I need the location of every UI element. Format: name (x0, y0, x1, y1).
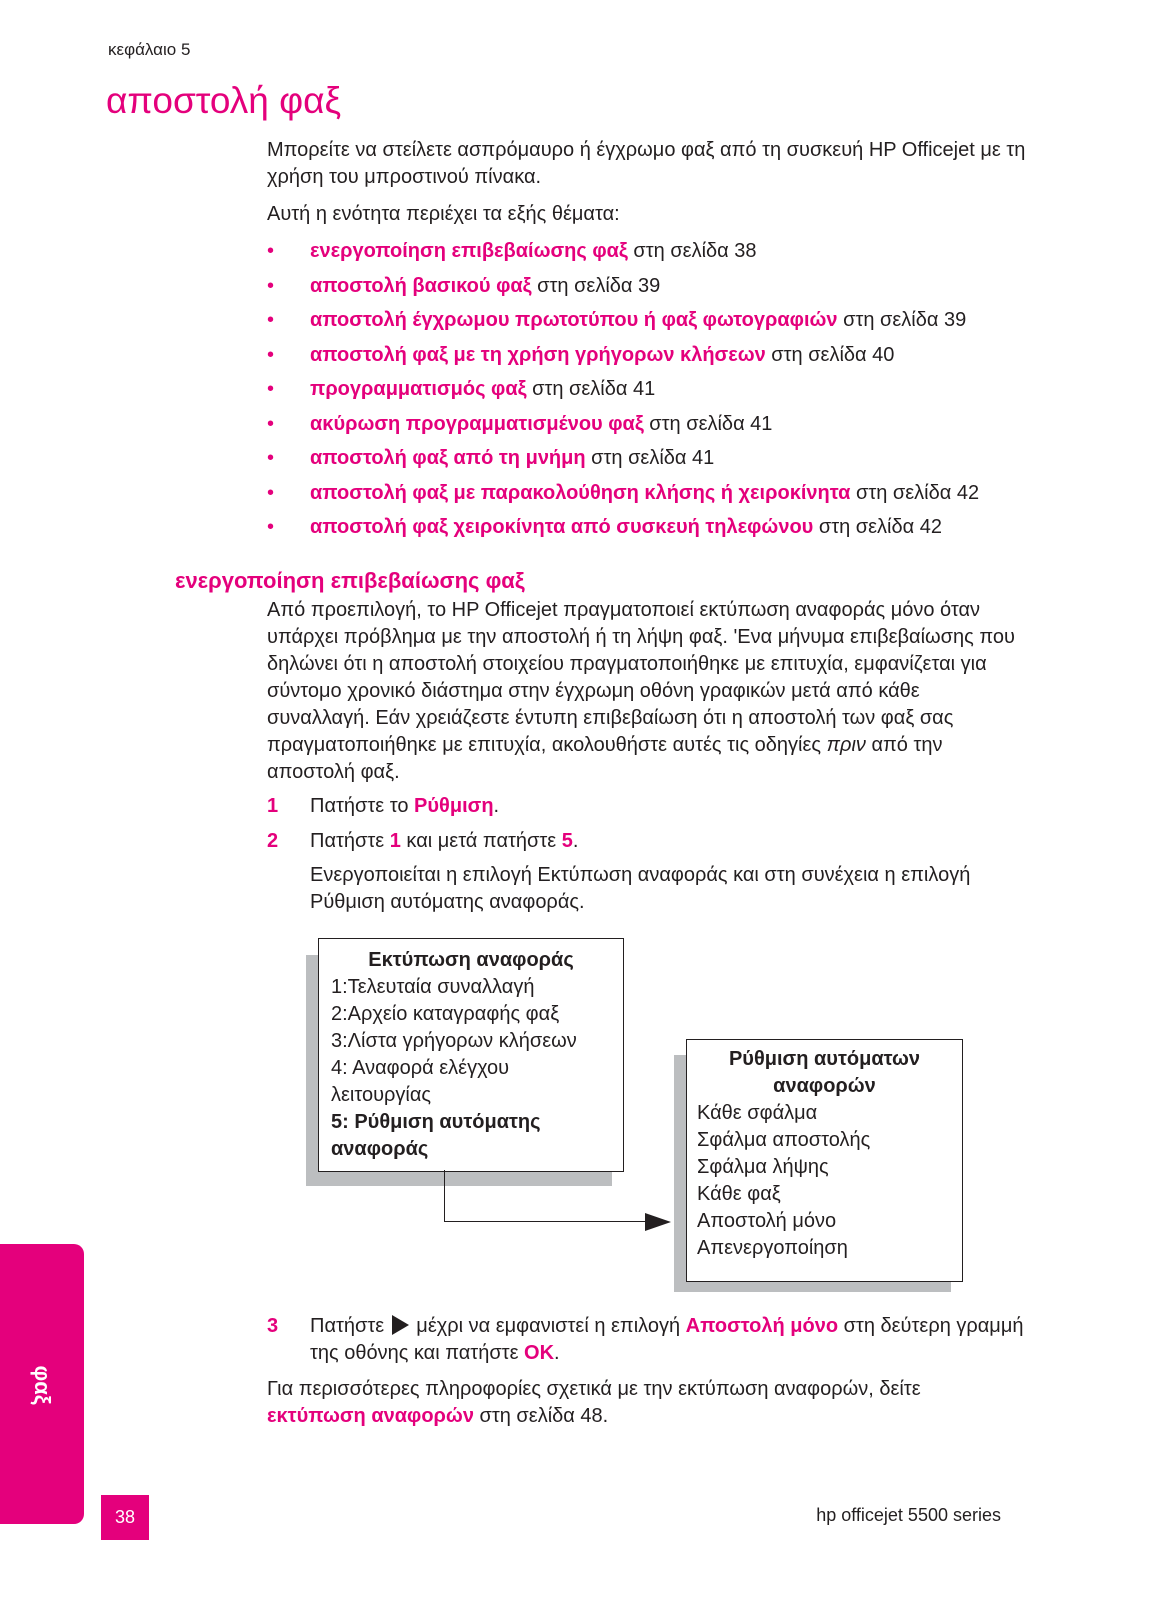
topic-link[interactable]: αποστολή έγχρωμου πρωτοτύπου ή φαξ φωτογραφιών (310, 309, 838, 331)
bullet: • (267, 412, 275, 435)
menu-title: αναφορών (773, 1075, 876, 1097)
menu-item-selected: αναφοράς (331, 1138, 429, 1160)
topic-link[interactable]: αποστολή φαξ με παρακολούθηση κλήσης ή χειροκίνητα (310, 481, 851, 504)
page-title: αποστολή φαξ (106, 80, 342, 121)
menu-item: 3:Λίστα γρήγορων κλήσεων (331, 1030, 577, 1052)
bullet: • (267, 481, 275, 504)
chapter-tab-label (22, 1355, 62, 1415)
bullet: • (267, 240, 275, 262)
step-text (310, 828, 1030, 855)
menu-item: 1:Τελευταία συναλλαγή (331, 976, 535, 998)
send-only-option: Αποστολή μόνο (685, 1315, 839, 1337)
step-number: 1 (267, 795, 279, 817)
menu-item: Αποστολή μόνο (697, 1210, 837, 1232)
step-text-part: . (493, 795, 500, 817)
step-text-part: . (554, 1342, 560, 1364)
menu-item: 2:Αρχείο καταγραφής φαξ (331, 1003, 560, 1025)
right-arrow-icon (392, 1315, 409, 1335)
list-item (267, 407, 979, 442)
print-reports-link[interactable]: εκτύπωση αναφορών (267, 1405, 474, 1427)
body-text-end: από την αποστολή φαξ. (267, 734, 943, 783)
page-ref: στη σελίδα 41 (643, 412, 773, 435)
topic-link[interactable]: αποστολή φαξ χειροκίνητα από συσκευή τηλεφώνου (310, 516, 814, 538)
topics-intro: Αυτή η ενότητα περιέχει τα εξής θέματα: (267, 203, 620, 225)
page-ref: στη σελίδα 41 (585, 447, 715, 469)
topic-link[interactable]: ακύρωση προγραμματισμένου φαξ (310, 412, 644, 435)
auto-report-menu (686, 1039, 963, 1282)
page-ref: στη σελίδα 41 (526, 378, 656, 400)
connector-line (444, 1221, 659, 1222)
step-note-text: Ενεργοποιείται η επιλογή Εκτύπωση αναφοράς και στη συνέχεια η επιλογή Ρύθμιση αυτόματης αναφοράς. (310, 864, 971, 913)
step-text (310, 793, 1030, 820)
menu-title: Ρύθμιση αυτόματων (728, 1048, 921, 1070)
step-number: 2 (267, 830, 279, 852)
list-item (267, 441, 979, 476)
list-item (267, 476, 979, 511)
bullet: • (267, 309, 275, 331)
topic-link[interactable]: αποστολή φαξ με τη χρήση γρήγορων κλήσεων (310, 343, 766, 366)
page-ref: στη σελίδα 39 (837, 309, 967, 331)
chapter-label: κεφάλαιο 5 (108, 40, 191, 59)
key-5: 5 (561, 830, 573, 852)
topic-link[interactable]: προγραμματισμός φαξ (310, 378, 527, 400)
list-item (267, 269, 979, 304)
menu-title: Εκτύπωση αναφοράς (368, 949, 574, 971)
page-ref: στη σελίδα 42 (813, 516, 942, 538)
topics-list (267, 234, 979, 545)
bullet: • (267, 378, 275, 400)
list-item (267, 372, 979, 407)
step-text-part: Πατήστε (310, 830, 390, 852)
menu-item: Σφάλμα αποστολής (697, 1129, 871, 1151)
menu-item-selected: 5: Ρύθμιση αυτόματης (331, 1111, 541, 1133)
step-text-part: και μετά πατήστε (400, 830, 562, 852)
bullet: • (267, 274, 275, 297)
step-number: 3 (267, 1315, 279, 1337)
menu-item: Σφάλμα λήψης (697, 1156, 829, 1178)
topic-link[interactable]: ενεργοποίηση επιβεβαίωσης φαξ (310, 240, 628, 262)
step-text-part: στη δεύτερη γραμμή της οθόνης και πατήστε (310, 1315, 1024, 1364)
step-text-part: Πατήστε το (310, 795, 415, 817)
step-text (310, 1313, 1030, 1367)
page-ref: στη σελίδα 39 (531, 274, 661, 297)
page-number: 38 (101, 1495, 149, 1540)
menu-item: Κάθε φαξ (697, 1183, 781, 1205)
step-text-part: . (572, 830, 579, 852)
step-text-part: μέχρι να εμφανιστεί η επιλογή (410, 1315, 686, 1337)
section-heading: ενεργοποίηση επιβεβαίωσης φαξ (175, 568, 525, 593)
print-report-menu (318, 938, 624, 1172)
closing-text: Για περισσότερες πληροφορίες σχετικά με την εκτύπωση αναφορών, δείτε (267, 1378, 921, 1400)
bullet: • (267, 343, 275, 366)
setup-key: Ρύθμιση (414, 795, 494, 817)
ok-key: OK (524, 1342, 555, 1364)
list-item (267, 338, 979, 373)
page-ref: στη σελίδα 40 (765, 343, 895, 366)
bullet: • (267, 516, 275, 538)
page-ref: στη σελίδα 38 (627, 240, 757, 262)
topic-link[interactable]: αποστολή φαξ από τη μνήμη (310, 447, 586, 469)
connector-line (444, 1170, 445, 1222)
closing-text-end: στη σελίδα 48. (473, 1405, 609, 1427)
topic-link[interactable]: αποστολή βασικού φαξ (310, 274, 532, 297)
step-text-part: Πατήστε (310, 1315, 390, 1337)
menu-item: Απενεργοποίηση (697, 1237, 848, 1259)
list-item (267, 303, 979, 338)
intro-paragraph: Μπορείτε να στείλετε ασπρόμαυρο ή έγχρωμο φαξ από τη συσκευή HP Officejet με τη χρήση του μπροστινού πίνακα. (267, 139, 1026, 188)
product-name: hp officejet 5500 series (816, 1505, 1001, 1525)
menu-item: 4: Αναφορά ελέγχου (331, 1057, 510, 1079)
menu-item: λειτουργίας (331, 1084, 432, 1106)
closing-paragraph (267, 1376, 1007, 1430)
body-emphasis: πριν (826, 734, 866, 756)
chapter-tab-text: φαξ (30, 1365, 55, 1405)
section-body (267, 597, 1027, 786)
key-1: 1 (389, 830, 401, 852)
list-item (267, 234, 979, 269)
arrow-right-icon (645, 1213, 671, 1231)
body-text: Από προεπιλογή, το HP Officejet πραγματοποιεί εκτύπωση αναφοράς μόνο όταν υπάρχει πρόβλημα με την αποστολή ή τη λήψη φαξ. 'Ενα μήνυμα επιβεβαίωσης που δηλώνει ότι η αποστολή στοιχείου πραγματοποιήθηκε με επιτυχία, εμφανίζεται για σύντομο χρονικό διάστημα στην έγχρωμη οθόνη γραφικών μετά από κάθε συναλλαγή. Εάν χρειάζεστε έντυπη επιβεβαίωση ότι η αποστολή των φαξ σας πραγματοποιήθηκε με επιτυχία, ακολουθήστε αυτές τις οδηγίες (267, 599, 1015, 756)
bullet: • (267, 447, 275, 469)
menu-item: Κάθε σφάλμα (697, 1102, 818, 1124)
list-item (267, 510, 979, 545)
page-ref: στη σελίδα 42 (850, 481, 980, 504)
